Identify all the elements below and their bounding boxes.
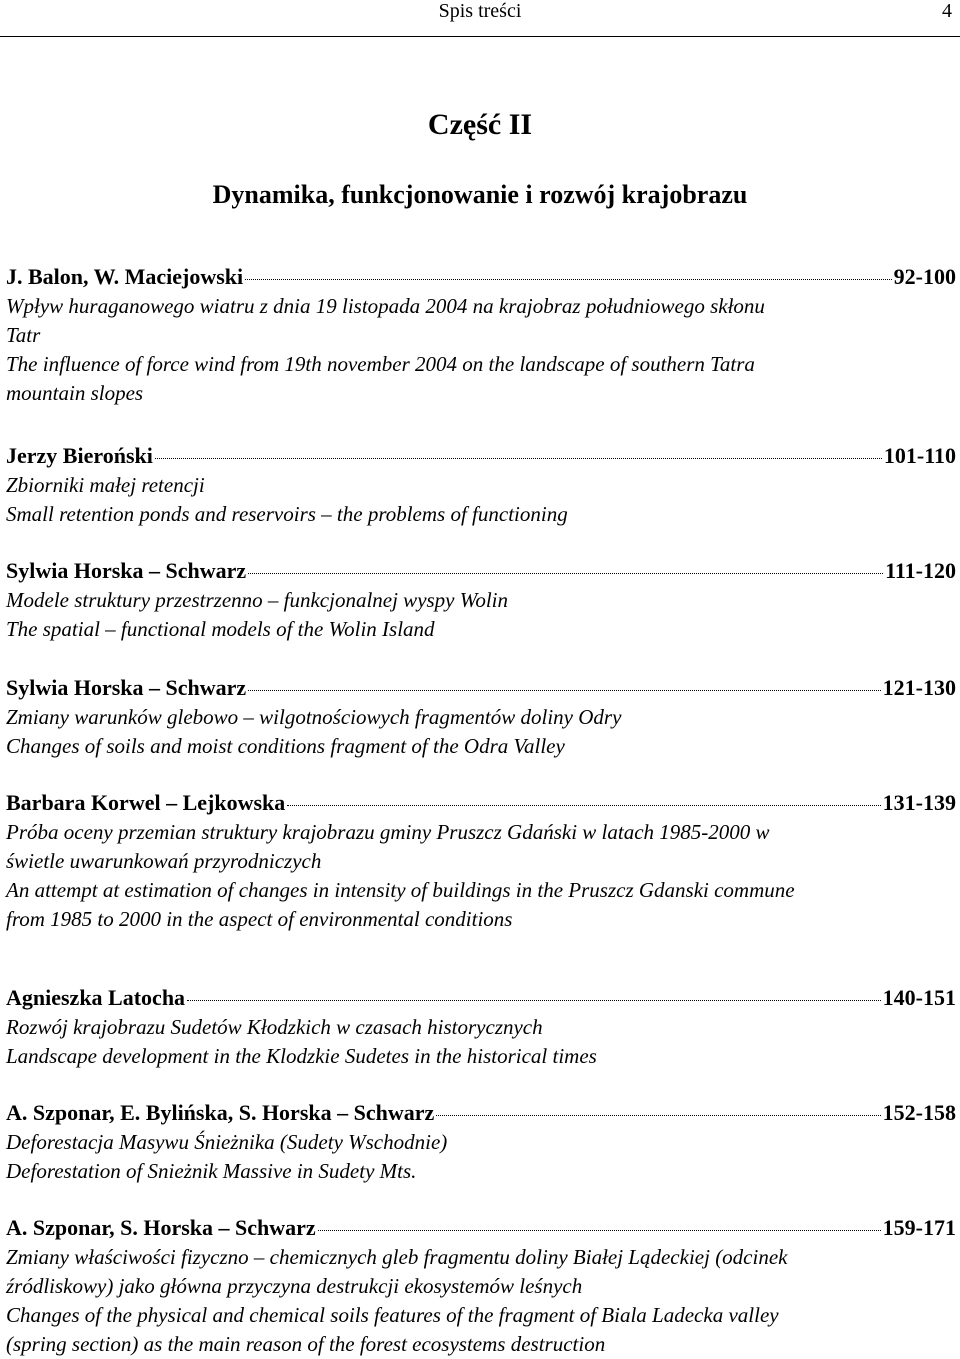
entry-title-line: Rozwój krajobrazu Sudetów Kłodzkich w czasach historycznych (6, 1015, 543, 1039)
entry-authors: A. Szponar, S. Horska – Schwarz (6, 1215, 316, 1240)
entry-title-line: Wpływ huraganowego wiatru z dnia 19 listopada 2004 na krajobraz południowego skłonu (6, 294, 765, 318)
entry-authors: A. Szponar, E. Bylińska, S. Horska – Schwarz (6, 1100, 435, 1125)
entry-authors: J. Balon, W. Maciejowski (6, 264, 244, 289)
page-number: 4 (942, 0, 952, 22)
entry-title-line: Changes of soils and moist conditions fragment of the Odra Valley (6, 734, 565, 758)
toc-entry (6, 1213, 956, 1359)
entry-title-line: Changes of the physical and chemical soils features of the fragment of Biala Ladecka valley (6, 1303, 779, 1327)
dot-leader (287, 805, 880, 806)
entry-title-line: Deforestacja Masywu Śnieżnika (Sudety Wschodnie) (6, 1130, 448, 1154)
part-subtitle: Dynamika, funkcjonowanie i rozwój krajobrazu (212, 180, 748, 209)
dot-leader (245, 279, 892, 280)
entry-title-line: Deforestation of Snieżnik Massive in Sudety Mts. (6, 1159, 417, 1183)
header-title: Spis treści (438, 0, 522, 22)
entry-title-line: Zbiorniki małej retencji (6, 473, 205, 497)
part-title: Część II (427, 108, 533, 141)
entry-title-line: from 1985 to 2000 in the aspect of environmental conditions (6, 907, 513, 931)
entry-title-line: (spring section) as the main reason of the forest ecosystems destruction (6, 1332, 606, 1356)
dot-leader (187, 1000, 881, 1001)
entry-pages: 101-110 (883, 443, 956, 468)
entry-authors: Barbara Korwel – Lejkowska (6, 790, 286, 815)
entry-title-line: mountain slopes (6, 381, 144, 405)
entry-title-line: Tatr (6, 323, 41, 347)
entry-author-line (6, 983, 956, 1013)
toc-entry (6, 983, 956, 1071)
entry-title-line: świetle uwarunkowań przyrodniczych (6, 849, 322, 873)
entry-author-line (6, 1213, 956, 1243)
entry-author-line (6, 1098, 956, 1128)
entry-pages: 92-100 (893, 264, 956, 289)
toc-entry (6, 1098, 956, 1186)
entry-author-line (6, 556, 956, 586)
entry-title-line: Zmiany warunków glebowo – wilgotnościowych fragmentów doliny Odry (6, 705, 622, 729)
running-header (0, 0, 960, 37)
entry-pages: 140-151 (882, 985, 956, 1010)
dot-leader (248, 690, 880, 691)
entry-pages: 111-120 (885, 558, 956, 583)
entry-authors: Agnieszka Latocha (6, 985, 186, 1010)
toc-entry (6, 556, 956, 644)
toc-entry (6, 788, 956, 934)
toc-entry (6, 441, 956, 529)
entry-pages: 152-158 (882, 1100, 956, 1125)
dot-leader (155, 458, 882, 459)
entry-title-line: Small retention ponds and reservoirs – the problems of functioning (6, 502, 568, 526)
entry-author-line (6, 673, 956, 703)
entry-authors: Sylwia Horska – Schwarz (6, 558, 247, 583)
entry-title-line: The spatial – functional models of the Wolin Island (6, 617, 435, 641)
entry-author-line (6, 788, 956, 818)
dot-leader (436, 1115, 880, 1116)
entry-author-line (6, 262, 956, 292)
entry-author-line (6, 441, 956, 471)
entry-title-line: źródliskowy) jako główna przyczyna destrukcji ekosystemów leśnych (6, 1274, 583, 1298)
entry-title-line: Landscape development in the Klodzkie Sudetes in the historical times (6, 1044, 597, 1068)
dot-leader (318, 1230, 881, 1231)
entry-title-line: The influence of force wind from 19th november 2004 on the landscape of southern Tatra (6, 352, 755, 376)
entry-title-line: Zmiany właściwości fizyczno – chemicznych gleb fragmentu doliny Białej Lądeckiej (odcinek (6, 1245, 788, 1269)
entry-pages: 131-139 (882, 790, 956, 815)
entry-pages: 121-130 (882, 675, 956, 700)
entry-title-line: Modele struktury przestrzenno – funkcjonalnej wyspy Wolin (6, 588, 508, 612)
toc-entry (6, 262, 956, 408)
entry-pages: 159-171 (882, 1215, 956, 1240)
toc-entry (6, 673, 956, 761)
dot-leader (248, 573, 883, 574)
entry-title-line: Próba oceny przemian struktury krajobrazu gminy Pruszcz Gdański w latach 1985-2000 w (6, 820, 770, 844)
entry-title-line: An attempt at estimation of changes in intensity of buildings in the Pruszcz Gdanski commune (6, 878, 795, 902)
entry-authors: Sylwia Horska – Schwarz (6, 675, 247, 700)
entry-authors: Jerzy Bieroński (6, 443, 153, 468)
